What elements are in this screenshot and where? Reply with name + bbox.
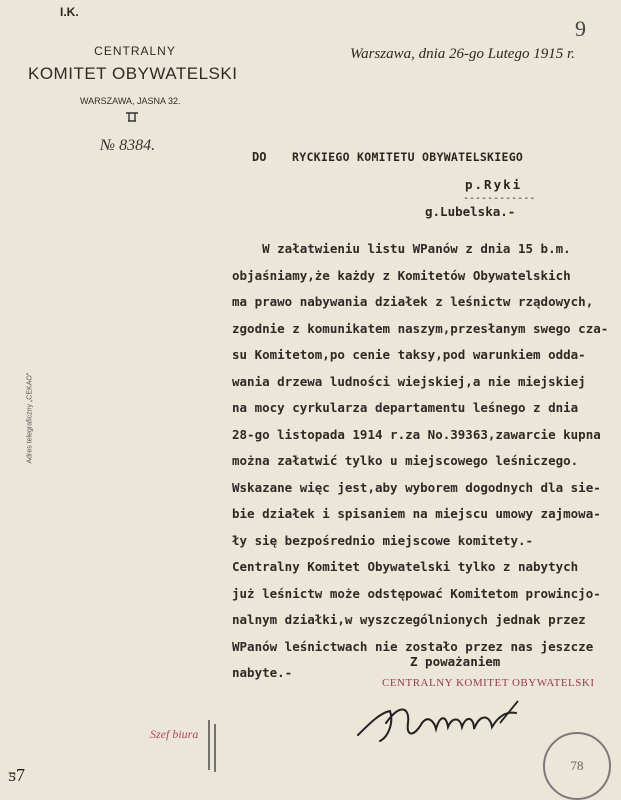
body-line: nabyte.- <box>232 665 293 680</box>
recipient-city: p.Ryki <box>465 177 523 192</box>
margin-mark: ƽ7 <box>8 765 25 785</box>
archive-stamp-number: 78 <box>570 758 584 773</box>
recipient-to-label: DO <box>252 150 267 164</box>
recipient-separator: ------------ <box>463 193 536 204</box>
archive-round-stamp <box>543 732 611 800</box>
body-line: nalnym działki,w wyszczególnionych jednak przez <box>232 612 586 627</box>
letterhead-address: WARSZAWA, JASNA 32. <box>80 96 181 106</box>
recipient-province: g.Lubelska.- <box>425 204 516 219</box>
office-annotation: Szef biura <box>150 727 199 741</box>
letterhead-org-name: KOMITET OBYWATELSKI <box>28 64 238 83</box>
body-line: 28-go listopada 1914 r.za No.39363,zawarcie kupna <box>232 426 601 442</box>
committee-stamp: CENTRALNY KOMITET OBYWATELSKI <box>382 677 595 689</box>
body-line: WPanów leśnictwach nie zostało przez nas jeszcze <box>232 638 594 654</box>
letter-date: Warszawa, dnia 26-go Lutego 1915 r. <box>350 46 575 62</box>
reference-number: № 8384. <box>100 137 156 154</box>
body-line: już leśnictw może odstępować Komitetom prowincjo- <box>232 585 601 601</box>
annotation-mark <box>205 718 221 778</box>
body-line: Wskazane więc jest,aby wyborem dogodnych dla sie- <box>232 479 601 495</box>
body-line: bie działek i spisaniem na miejscu umowy zajmowa- <box>232 506 601 521</box>
closing-regards: Z poważaniem <box>410 654 501 669</box>
body-line: W załatwieniu listu WPanów z dnia 15 b.m. <box>232 241 571 256</box>
corner-mark: I.K. <box>60 5 79 19</box>
recipient-name: RYCKIEGO KOMITETU OBYWATELSKIEGO <box>292 150 524 164</box>
body-line: ły się bezpośrednio miejscowe komitety.- <box>232 532 534 548</box>
page-number-note: 9 <box>575 16 586 41</box>
telegraph-address: Adres telegraficzny „CEKAO" <box>26 372 34 464</box>
body-line: Centralny Komitet Obywatelski tylko z nabytych <box>232 559 579 574</box>
body-line: ma prawo nabywania działek z leśnictw rządowych, <box>232 294 594 309</box>
letterhead-line1: CENTRALNY <box>94 44 176 58</box>
body-line: objaśniamy,że każdy z Komitetów Obywatelskich <box>232 267 571 283</box>
ck-monogram-icon <box>125 112 139 125</box>
body-line: można załatwić tylko u miejscowego leśniczego. <box>232 453 579 468</box>
letter-body <box>232 236 612 687</box>
body-line: na mocy cyrkularza departamentu leśnego z dnia <box>232 400 579 415</box>
handwritten-signature <box>350 693 550 757</box>
body-line: zgodnie z komunikatem naszym,przesłanym swego cza- <box>232 320 609 336</box>
body-line: wania drzewa ludności wiejskiej,a nie miejskiej <box>232 373 586 389</box>
body-line: su Komitetom,po cenie taksy,pod warunkiem odda- <box>232 347 586 362</box>
